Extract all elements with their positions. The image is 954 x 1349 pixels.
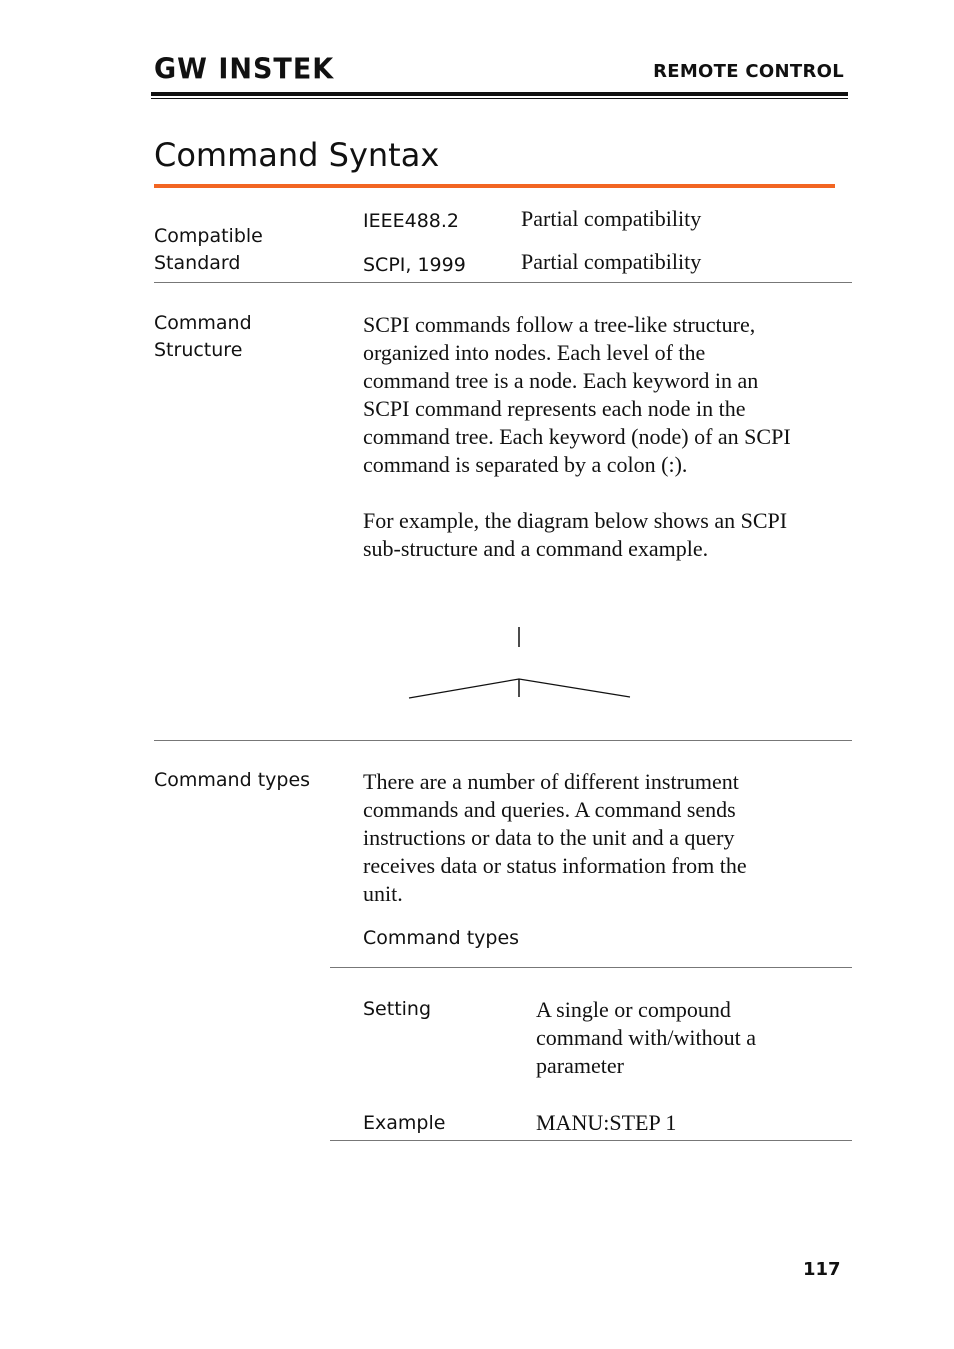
- structure-label-line2: Structure: [154, 339, 243, 361]
- types-line: receives data or status information from the: [363, 853, 747, 878]
- standard-ieee: IEEE488.2: [363, 210, 460, 232]
- structure-label-line1: Command: [154, 312, 252, 334]
- structure-line: command tree. Each keyword (node) of an SCPI: [363, 424, 791, 449]
- structure-paragraph-1: [363, 311, 853, 479]
- types-line: There are a number of different instrument: [363, 769, 739, 794]
- setting-line: parameter: [536, 1053, 624, 1078]
- setting-description: [536, 996, 846, 1080]
- types-line: instructions or data to the unit and a query: [363, 825, 735, 850]
- setting-label: Setting: [363, 998, 432, 1020]
- types-line: unit.: [363, 881, 403, 906]
- structure-line: SCPI command represents each node in the: [363, 396, 746, 421]
- divider-4: [330, 1140, 852, 1141]
- structure-line: command is separated by a colon (:).: [363, 452, 688, 477]
- structure-paragraph-2: [363, 507, 853, 563]
- section-title: REMOTE CONTROL: [653, 61, 844, 82]
- types-line: commands and queries. A command sends: [363, 797, 736, 822]
- example-label: Example: [363, 1112, 446, 1134]
- setting-line: command with/without a: [536, 1025, 756, 1050]
- types-subheading: Command types: [363, 927, 520, 949]
- scpi-tree-diagram: [400, 620, 640, 710]
- setting-line: A single or compound: [536, 997, 731, 1022]
- structure-line: organized into nodes. Each level of the: [363, 340, 706, 365]
- company-logo: GW INSTEK: [154, 53, 335, 86]
- command-types-label: Command types: [154, 769, 311, 791]
- compat-ieee: Partial compatibility: [521, 206, 702, 231]
- command-structure-label: [154, 310, 252, 364]
- title-underline: [154, 184, 835, 188]
- compat-scpi: Partial compatibility: [521, 249, 702, 274]
- example-value: MANU:STEP 1: [536, 1110, 677, 1135]
- structure-line: SCPI commands follow a tree-like structure,: [363, 312, 756, 337]
- divider-3: [330, 967, 852, 968]
- compatible-label-line1: Compatible: [154, 225, 263, 247]
- structure-line: command tree is a node. Each keyword in an: [363, 368, 759, 393]
- types-paragraph: [363, 768, 853, 908]
- divider-2: [154, 740, 852, 741]
- compatible-standard-label: [154, 223, 263, 277]
- compatible-label-line2: Standard: [154, 252, 241, 274]
- page-number: 117: [803, 1259, 841, 1280]
- divider-1: [154, 282, 852, 283]
- structure-line: sub-structure and a command example.: [363, 536, 709, 561]
- header-rule-thin: [151, 98, 848, 100]
- standard-scpi: SCPI, 1999: [363, 254, 466, 276]
- structure-line: For example, the diagram below shows an SCPI: [363, 508, 788, 533]
- header-rule: [151, 92, 848, 96]
- page-title: Command Syntax: [154, 136, 440, 174]
